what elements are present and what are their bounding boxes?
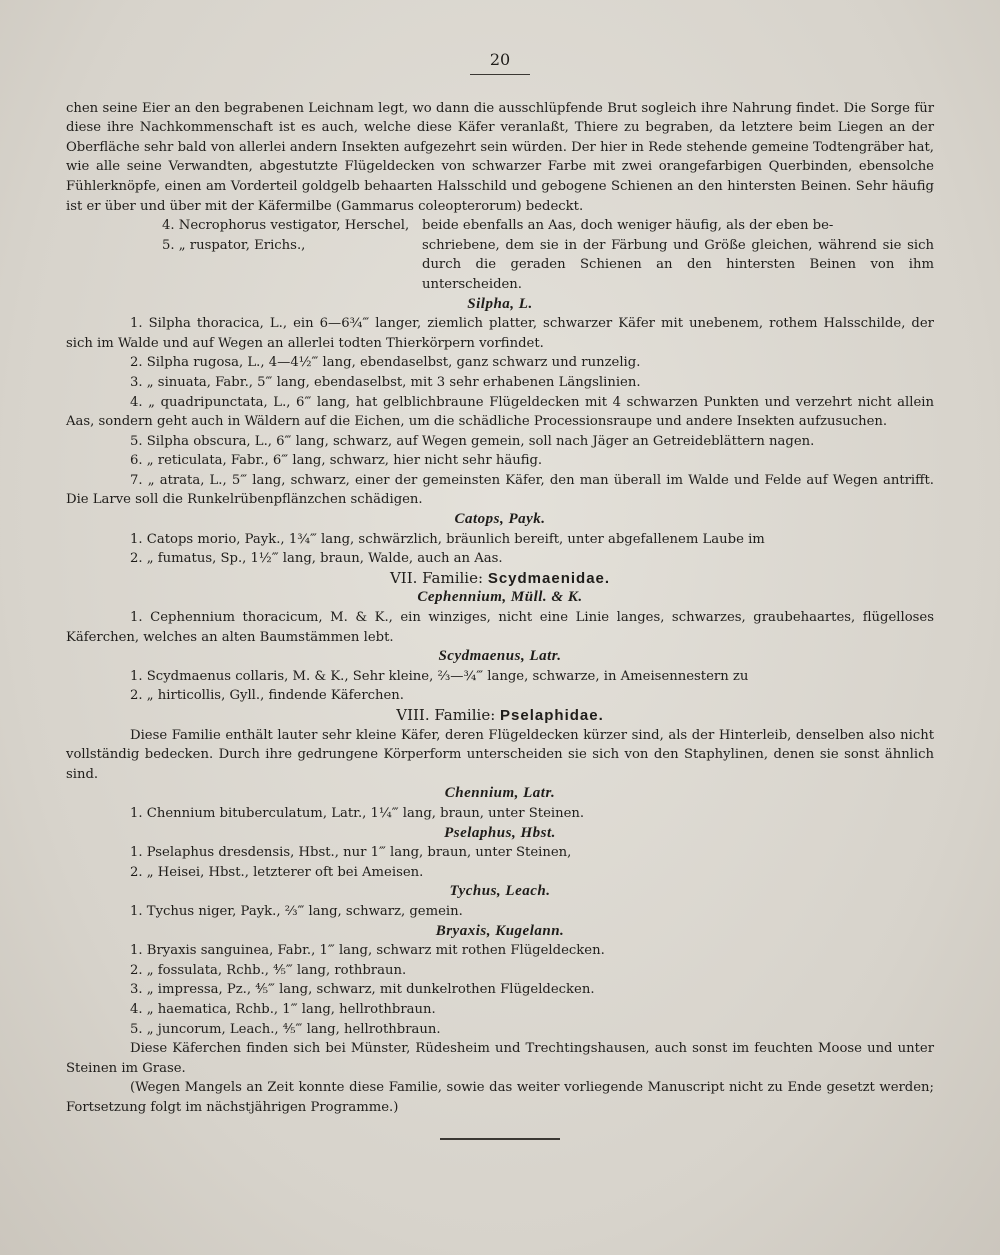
list-item: 5. „ ruspator, Erichs., schriebene, dem sie in der Färbung und Größe gleichen, während sie sich durch die geraden Schienen an den hintersten Beinen von ihm unterscheiden. (162, 237, 934, 292)
list-item: 1. Cephennium thoracicum, M. & K., ein winziges, nicht eine Linie langes, schwarzes, graubehaartes, flügelloses Käferchen, welches an alten Baumstämmen lebt. (66, 610, 934, 645)
family-heading-8: VIII. Familie: Pselaphidae. (396, 706, 604, 724)
list-item: 1. Bryaxis sanguinea, Fabr., 1‴ lang, schwarz mit rothen Flügeldecken. (130, 943, 605, 959)
list-item: 7. „ atrata, L., 5‴ lang, schwarz, einer der gemeinsten Käfer, den man überall im Walde und Felde auf Wegen antrifft. Die Larve soll die Runkelrübenpflänzchen schädigen. (66, 472, 934, 508)
paragraph: Diese Käferchen finden sich bei Münster, Rüdesheim und Trechtingshausen, auch sonst im feuchten Moose und unter Steinen im Grase. (66, 1041, 934, 1076)
genus-heading-silpha: Silpha, L. (467, 295, 533, 312)
list-item: 2. „ hirticollis, Gyll., findende Käferchen. (130, 688, 404, 704)
list-item: 3. „ impressa, Pz., ⅘‴ lang, schwarz, mit dunkelrothen Flügeldecken. (130, 982, 595, 998)
list-item: 1. Silpha thoracica, L., ein 6—6¾‴ langer, ziemlich platter, schwarzer Käfer mit unebenem, rothem Halsschilde, der sich im Walde und auf Wegen an allerlei todten Thierkörpern vorfindet. (66, 316, 934, 351)
end-rule (66, 1127, 934, 1147)
genus-heading-cephennium: Cephennium, Müll. & K. (417, 589, 583, 606)
list-item: 5. Silpha obscura, L., 6‴ lang, schwarz, auf Wegen gemein, soll nach Jäger an Getreideblättern nagen. (130, 433, 815, 449)
list-item: 1. Tychus niger, Payk., ⅔‴ lang, schwarz, gemein. (130, 903, 463, 919)
list-item: 2. „ fumatus, Sp., 1½‴ lang, braun, Walde, auch an Aas. (130, 551, 503, 567)
list-item: 2. „ fossulata, Rchb., ⅘‴ lang, rothbraun. (130, 962, 407, 978)
list-item: 5. „ juncorum, Leach., ⅘‴ lang, hellrothbraun. (130, 1021, 441, 1037)
genus-heading-catops: Catops, Payk. (454, 511, 546, 528)
genus-heading-tychus: Tychus, Leach. (449, 883, 551, 900)
list-item: 1. Chennium bituberculatum, Latr., 1¼‴ lang, braun, unter Steinen. (130, 805, 585, 821)
list-item: 6. „ reticulata, Fabr., 6‴ lang, schwarz, hier nicht sehr häufig. (130, 453, 543, 469)
list-item: 1. Pselaphus dresdensis, Hbst., nur 1‴ lang, braun, unter Steinen, (130, 845, 572, 861)
family-heading-7: VII. Familie: Scydmaenidae. (389, 568, 611, 587)
list-item: 2. „ Heisei, Hbst., letzterer oft bei Ameisen. (130, 864, 424, 880)
list-item: 3. „ sinuata, Fabr., 5‴ lang, ebendaselbst, mit 3 sehr erhabenen Längslinien. (130, 374, 641, 390)
paragraph-intro: chen seine Eier an den begrabenen Leichnam legt, wo dann die ausschlüpfende Brut sogleich ihre Nahrung findet. Die Sorge für diese ihre Nachkommenschaft ist es auch, welche diese Käfer veranlaßt, Thiere zu begraben, da letztere beim Liegen an der Oberfläche sehr bald von allerlei andern Insekten aufgezehrt sein würden. Der hier in Rede stehende gemeine Todtengräber hat, wie alle seine Verwandten, abgestutzte Flügeldecken von schwarzer Farbe mit zwei orangefarbigen Querbinden, ebensolche Fühlerknöpfe, einen am Vorderteil goldgelb behaarten Halsschild und gebogene Schienen an den hintersten Beinen. Sehr häufig ist er über und über mit der Käfermilbe (Gammarus coleopterorum) bedeckt. (66, 100, 934, 214)
text-body (66, 50, 934, 1147)
genus-heading-bryaxis: Bryaxis, Kugelann. (435, 922, 565, 939)
genus-heading-scydmaenus: Scydmaenus, Latr. (438, 648, 562, 665)
list-item: 4. „ haematica, Rchb., 1‴ lang, hellrothbraun. (130, 1001, 436, 1017)
genus-heading-chennium: Chennium, Latr. (444, 785, 556, 802)
genus-heading-pselaphus: Pselaphus, Hbst. (444, 824, 556, 841)
list-item: 1. Catops morio, Payk., 1¾‴ lang, schwärzlich, bräunlich bereift, unter abgefallenem Laube im (130, 531, 765, 547)
list-item: 1. Scydmaenus collaris, M. & K., Sehr kleine, ⅔—¾‴ lange, schwarze, in Ameisennestern zu (130, 668, 749, 684)
list-item: 4. Necrophorus vestigator, Herschel, beide ebenfalls an Aas, doch weniger häufig, als der eben be- (162, 218, 834, 234)
list-item: 2. Silpha rugosa, L., 4—4½‴ lang, ebendaselbst, ganz schwarz und runzelig. (130, 355, 641, 371)
page-number: 20 (66, 50, 934, 75)
list-item: 4. „ quadripunctata, L., 6‴ lang, hat gelblichbraune Flügeldecken mit 4 schwarzen Punkten und verzehrt nicht allein Aas, sondern geht auch in Wäldern auf die Eichen, um die schädliche Processionsraupe und andere Insekten aufzusuchen. (66, 394, 934, 430)
paragraph-closing: (Wegen Mangels an Zeit konnte diese Familie, sowie das weiter vorliegende Manuscript nicht zu Ende gesetzt werden; Fortsetzung folgt im nächstjährigen Programme.) (66, 1080, 934, 1115)
paragraph: Diese Familie enthält lauter sehr kleine Käfer, deren Flügeldecken kürzer sind, als der Hinterleib, denselben also nicht vollständig bedecken. Durch ihre gedrungene Körperform unterscheiden sie sich von den Staphylinen, denen sie sonst ähnlich sind. (66, 727, 934, 782)
